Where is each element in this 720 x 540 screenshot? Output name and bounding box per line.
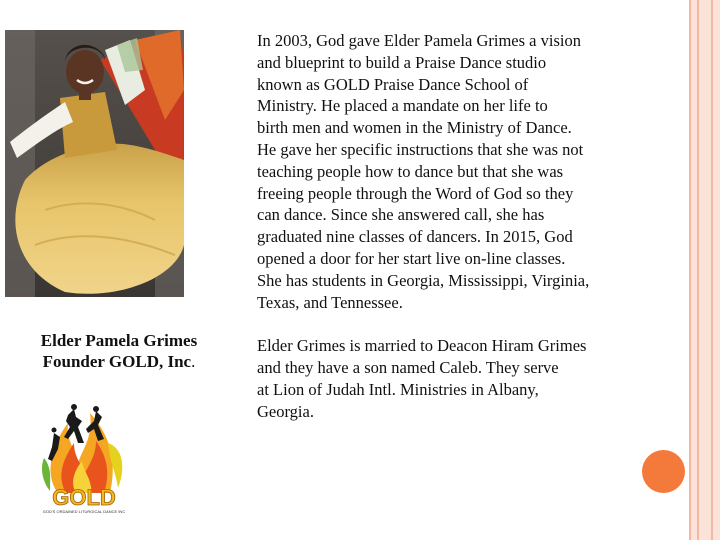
profile-title [10, 351, 228, 372]
profile-caption [10, 330, 228, 372]
border-line [697, 0, 699, 540]
accent-circle [642, 450, 685, 493]
logo-tagline: GOD'S ORDAINED LITURGICAL DANCE INC [42, 509, 126, 514]
profile-title-text: Founder GOLD, Inc [42, 352, 192, 371]
bio-paragraph: Elder Grimes is married to Deacon Hiram Grimes and they have a son named Caleb. They serve at Lion of Judah Intl. Ministries in Albany, Georgia. [257, 336, 587, 421]
bio-text [257, 30, 689, 422]
logo-wordmark: GOLD [52, 485, 116, 510]
right-border-band [690, 0, 720, 540]
profile-title-punct: . [191, 352, 196, 371]
border-line [711, 0, 713, 540]
profile-name: Elder Pamela Grimes [40, 331, 198, 350]
bio-paragraph: In 2003, God gave Elder Pamela Grimes a vision and blueprint to build a Praise Dance studio known as GOLD Praise Dance School of Ministry. He placed a mandate on her life to birth men and women in the Ministry of Dance. He gave her specific instructions that she was not teaching people how to dance but that she was freeing people through the Word of God so they can dance. Since she answered call, she has graduated nine classes of dancers. In 2015, God opened a door for her start live on-line classes. She has students in Georgia, Mississippi, Virginia, Texas, and Tennessee. [257, 31, 590, 312]
border-line [689, 0, 691, 540]
gold-dance-logo [38, 403, 130, 515]
dancer-photo [5, 30, 184, 297]
